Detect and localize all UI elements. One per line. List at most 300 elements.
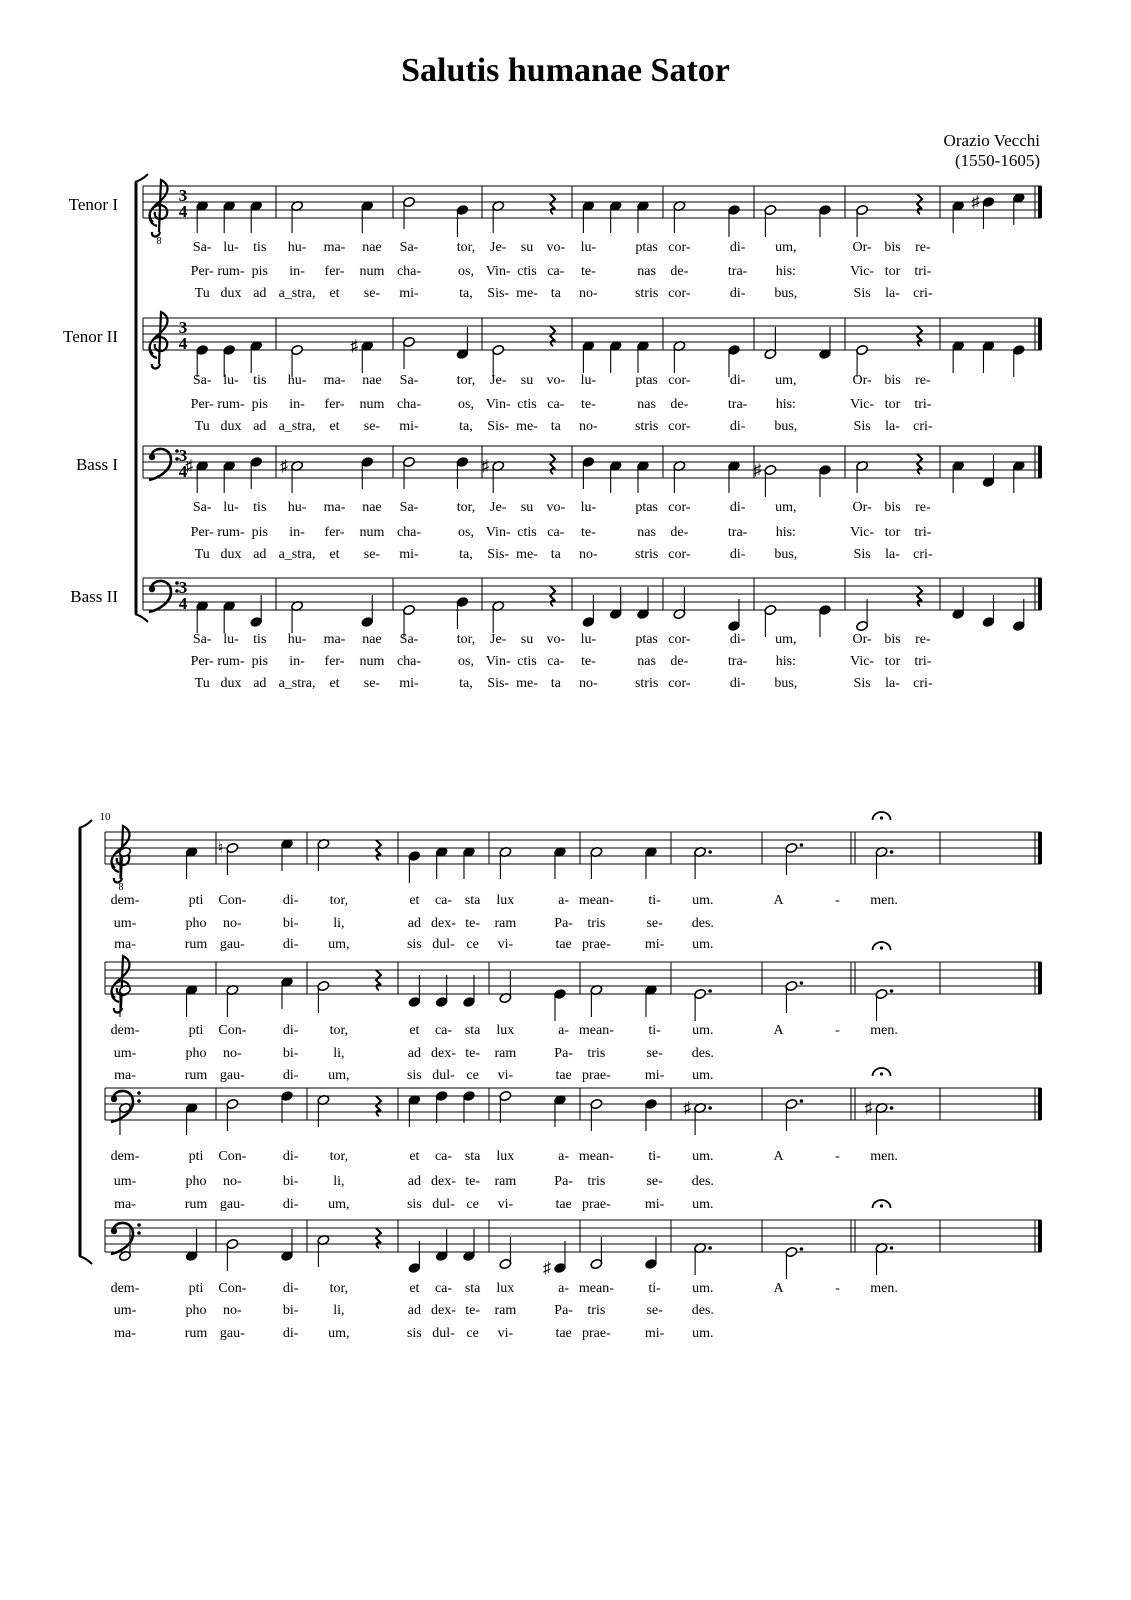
quarter-rest-icon [917, 326, 922, 346]
staff-tenor-i [69, 180, 1041, 301]
lyric-syllable: et [329, 676, 340, 691]
lyric-syllable: um. [692, 1281, 714, 1296]
lyric-syllable: rum- [217, 264, 245, 279]
note [317, 838, 330, 871]
lyric-syllable: sta [464, 1149, 481, 1164]
quarter-rest-icon [376, 1096, 381, 1116]
note [185, 984, 198, 1017]
note [637, 340, 650, 373]
lyric-syllable: Sa- [399, 632, 419, 647]
lyric-syllable: tri- [914, 264, 932, 279]
lyric-syllable: Per- [190, 264, 214, 279]
lyric-syllable: Or- [852, 373, 872, 388]
note [403, 196, 416, 229]
note [637, 200, 650, 233]
lyric-syllable: dex- [431, 916, 456, 931]
lyric-syllable: um, [328, 1068, 350, 1083]
note [456, 456, 469, 489]
lyric-syllable: vi- [497, 1326, 514, 1341]
note [582, 200, 595, 233]
lyric-syllable: Or- [852, 500, 872, 515]
lyric-syllable: Vic- [850, 654, 875, 669]
augmentation-dot [800, 1247, 804, 1251]
lyric-syllable: Vic- [850, 525, 875, 540]
lyric-syllable: ti- [648, 893, 661, 908]
lyric-syllable: num [359, 525, 385, 540]
note [673, 200, 686, 233]
lyric-syllable: tra- [727, 525, 748, 540]
lyric-syllable: rum [184, 1326, 208, 1341]
lyric-syllable: num [359, 654, 385, 669]
lyric-syllable: de- [670, 654, 689, 669]
quarter-rest-icon [376, 970, 381, 990]
lyric-syllable: nae [362, 240, 382, 255]
lyric-syllable: et [409, 1281, 420, 1296]
lyric-syllable: cri- [913, 676, 933, 691]
note [250, 595, 263, 628]
lyric-syllable: di- [282, 893, 299, 908]
lyric-syllable: Sis [853, 286, 871, 301]
lyric-syllable: Sa- [192, 500, 212, 515]
note [582, 595, 595, 628]
lyric-syllable: tris [587, 916, 606, 931]
lyric-syllable: vi- [497, 937, 514, 952]
note [637, 587, 650, 620]
lyric-syllable: ta [550, 547, 561, 562]
lyric-syllable: vi- [497, 1068, 514, 1083]
lyric-syllable: a_stra, [278, 676, 316, 691]
lyric-syllable: dem- [110, 1281, 140, 1296]
lyric-syllable: bus, [774, 286, 798, 301]
note [819, 464, 832, 497]
lyric-syllable: no- [223, 1046, 242, 1061]
lyric-syllable: in- [289, 397, 305, 412]
lyric-syllable: cor- [668, 547, 691, 562]
note [185, 1102, 198, 1135]
lyric-syllable: stris [634, 676, 659, 691]
lyric-syllable: cha- [396, 525, 422, 540]
lyric-syllable: ptas [635, 500, 658, 515]
lyric-syllable: tor, [329, 1023, 349, 1038]
lyric-syllable: Sa- [399, 240, 419, 255]
note [694, 846, 712, 879]
lyric-syllable: Or- [852, 632, 872, 647]
lyric-syllable: mean- [578, 1023, 614, 1038]
note [865, 1068, 894, 1135]
lyric-syllable: pho [185, 1046, 207, 1061]
lyric-syllable: des. [691, 1303, 714, 1318]
lyric-syllable: ce [466, 1068, 479, 1083]
lyric-syllable: di- [729, 240, 746, 255]
lyric-syllable: tra- [727, 397, 748, 412]
note [952, 587, 965, 620]
lyric-syllable: di- [282, 1326, 299, 1341]
note [226, 1098, 239, 1131]
voice-name-label: Tenor I [68, 195, 118, 214]
lyric-syllable: hu- [287, 240, 307, 255]
lyric-syllable: ti- [648, 1281, 661, 1296]
lyric-syllable: re- [915, 373, 931, 388]
fermata-dot [880, 946, 883, 949]
lyric-syllable: men. [870, 1023, 898, 1038]
note [819, 327, 832, 360]
lyric-syllable: tor [884, 397, 901, 412]
lyric-syllable: ma- [323, 632, 346, 647]
note [543, 1241, 566, 1277]
lyric-syllable: ca- [434, 1149, 453, 1164]
lyric-syllable: mi- [644, 1197, 665, 1212]
lyric-syllable: ram [494, 916, 517, 931]
lyric-syllable: rum [184, 1068, 208, 1083]
lyric-syllable: des. [691, 1174, 714, 1189]
lyric-syllable: lux [496, 1281, 515, 1296]
lyric-syllable: bus, [774, 676, 798, 691]
lyric-syllable: sis [406, 1197, 422, 1212]
staff-bass-i [76, 446, 1041, 562]
treble-clef-icon [150, 312, 168, 369]
note [728, 460, 741, 493]
lyric-syllable: bis [884, 632, 901, 647]
augmentation-dot [708, 850, 712, 854]
lyric-syllable: tor [884, 264, 901, 279]
lyric-syllable: bis [884, 500, 901, 515]
lyric-syllable: di- [729, 286, 746, 301]
lyric-syllable: - [835, 1281, 840, 1296]
lyric-syllable: hu- [287, 500, 307, 515]
lyric-syllable: tris [587, 1046, 606, 1061]
sharp-icon: ♯ [864, 1100, 873, 1117]
note [554, 988, 567, 1021]
lyric-syllable: ta, [459, 547, 473, 562]
lyric-syllable: cri- [913, 547, 933, 562]
lyric-syllable: la- [885, 419, 900, 434]
lyric-syllable: cri- [913, 419, 933, 434]
bass-clef-dot [111, 1228, 117, 1234]
lyric-syllable: tor [884, 654, 901, 669]
voice-name-label: Tenor II [63, 327, 118, 346]
bass-clef-dot [149, 454, 155, 460]
lyric-syllable: ctis [517, 264, 537, 279]
lyric-syllable: fer- [324, 525, 345, 540]
bracket-bottom [135, 614, 148, 622]
quarter-rest-icon [917, 586, 922, 606]
lyric-syllable: in- [289, 264, 305, 279]
lyric-syllable: lu- [223, 500, 239, 515]
lyric-syllable: tor, [329, 1149, 349, 1164]
lyric-syllable: lux [496, 893, 515, 908]
note [456, 596, 469, 629]
lyric-syllable: re- [915, 240, 931, 255]
note [408, 1094, 421, 1127]
lyric-syllable: ad [407, 1303, 421, 1318]
lyric-syllable: Tu [194, 676, 210, 691]
note [785, 1098, 803, 1131]
note [196, 200, 209, 233]
lyric-syllable: rum [184, 1197, 208, 1212]
lyric-syllable: hu- [287, 373, 307, 388]
lyric-syllable: ca- [547, 397, 565, 412]
lyric-syllable: his: [775, 654, 796, 669]
lyric-syllable: rum- [217, 525, 245, 540]
lyric-syllable: no- [579, 676, 598, 691]
note [456, 327, 469, 360]
lyric-syllable: tae [555, 937, 572, 952]
lyric-syllable: me- [516, 547, 538, 562]
note [819, 604, 832, 637]
fermata-dot [880, 1204, 883, 1207]
lyric-syllable: Je- [490, 373, 507, 388]
note [856, 460, 869, 493]
augmentation-dot [890, 1246, 894, 1250]
lyric-syllable: ma- [114, 1197, 136, 1212]
lyric-syllable: bi- [282, 916, 299, 931]
lyric-syllable: pti [188, 1149, 204, 1164]
lyric-syllable: men. [870, 893, 898, 908]
note [873, 1200, 894, 1275]
lyric-syllable: mi- [399, 419, 419, 434]
bracket-top [79, 820, 92, 828]
quarter-rest-icon [917, 194, 922, 214]
note [119, 1102, 132, 1135]
lyric-syllable: gau- [219, 1326, 245, 1341]
lyric-syllable: Tu [194, 547, 210, 562]
lyric-syllable: os, [458, 654, 474, 669]
lyric-syllable: ad [407, 1174, 421, 1189]
note [408, 850, 421, 883]
note [435, 846, 448, 879]
lyric-syllable: um. [692, 1068, 714, 1083]
staff-bass-ii [70, 578, 1041, 691]
lyric-syllable: no- [223, 1303, 242, 1318]
note [1012, 460, 1025, 493]
note [317, 980, 330, 1013]
note [856, 204, 869, 237]
lyric-syllable: di- [282, 1023, 299, 1038]
note [645, 984, 658, 1017]
lyric-syllable: Pa- [554, 1303, 573, 1318]
augmentation-dot [800, 1099, 804, 1103]
note [590, 984, 603, 1017]
lyric-syllable: lu- [223, 632, 239, 647]
note [119, 846, 132, 879]
lyric-syllable: num [359, 264, 385, 279]
lyric-syllable: pis [251, 654, 268, 669]
time-signature [179, 578, 188, 613]
sharp-icon: ♯ [542, 1260, 551, 1277]
lyric-syllable: dux [220, 419, 242, 434]
lyric-syllable: gau- [219, 1197, 245, 1212]
lyric-syllable: his: [775, 397, 796, 412]
note [673, 587, 686, 620]
lyric-syllable: a- [558, 1281, 570, 1296]
lyric-syllable: um, [328, 1197, 350, 1212]
clef-octave-label: 8 [156, 236, 162, 247]
augmentation-dot [800, 981, 804, 985]
lyric-syllable: A [773, 1149, 784, 1164]
note [281, 976, 294, 1009]
lyric-syllable: re- [915, 632, 931, 647]
lyric-syllable: his: [775, 264, 796, 279]
lyric-syllable: bis [884, 240, 901, 255]
lyric-syllable: no- [223, 1174, 242, 1189]
lyric-syllable: ad [253, 419, 267, 434]
lyric-syllable: nae [362, 373, 382, 388]
note [952, 460, 965, 493]
lyric-syllable: dux [220, 547, 242, 562]
lyric-syllable: um, [775, 373, 797, 388]
note [185, 458, 208, 493]
lyric-syllable: ca- [547, 264, 565, 279]
lyric-syllable: lu- [223, 373, 239, 388]
lyric-syllable: ma- [114, 1068, 136, 1083]
piece-title: Salutis humanae Sator [401, 52, 730, 89]
note [403, 336, 416, 369]
lyric-syllable: Tu [194, 286, 210, 301]
system-1 [63, 174, 1041, 691]
lyric-syllable: Sa- [192, 240, 212, 255]
system-2 [79, 811, 1041, 1341]
lyric-syllable: re- [915, 500, 931, 515]
note [554, 846, 567, 879]
lyric-syllable: prae- [581, 1068, 611, 1083]
lyric-syllable: lu- [223, 240, 239, 255]
lyric-syllable: stris [634, 286, 659, 301]
lyric-syllable: A [773, 1281, 784, 1296]
lyric-syllable: et [409, 1023, 420, 1038]
lyric-syllable: nas [637, 264, 656, 279]
lyric-syllable: pti [188, 893, 204, 908]
lyric-syllable: et [329, 547, 340, 562]
note [645, 846, 658, 879]
lyric-syllable: ca- [434, 1023, 453, 1038]
lyric-syllable: vo- [546, 373, 566, 388]
lyric-syllable: Tu [194, 419, 210, 434]
lyric-syllable: tris [587, 1174, 606, 1189]
sharp-icon: ♯ [683, 1100, 692, 1117]
sharp-icon: ♯ [971, 194, 980, 211]
note [226, 984, 239, 1017]
lyric-syllable: Vin- [485, 525, 511, 540]
lyric-syllable: os, [458, 264, 474, 279]
lyric-syllable: di- [282, 1281, 299, 1296]
note [492, 200, 505, 233]
lyric-syllable: Vin- [485, 397, 511, 412]
lyric-syllable: rum [184, 937, 208, 952]
lyric-syllable: ta [550, 286, 561, 301]
lyric-syllable: ce [466, 1326, 479, 1341]
lyric-syllable: stris [634, 419, 659, 434]
lyric-syllable: vo- [546, 500, 566, 515]
lyric-syllable: te- [580, 654, 596, 669]
voice-name-label: Bass I [75, 455, 118, 474]
lyric-syllable: di- [282, 1149, 299, 1164]
lyric-syllable: dul- [432, 1197, 455, 1212]
lyric-syllable: me- [516, 676, 538, 691]
lyric-syllable: cor- [668, 632, 691, 647]
lyric-syllable: su [520, 632, 534, 647]
lyric-syllable: Pa- [554, 1046, 573, 1061]
lyric-syllable: num [359, 397, 385, 412]
lyric-syllable: um- [113, 1303, 137, 1318]
note [317, 1094, 330, 1127]
note [728, 204, 741, 237]
lyric-syllable: se- [646, 1046, 663, 1061]
note [873, 812, 894, 879]
lyric-syllable: Or- [852, 240, 872, 255]
lyric-syllable: dem- [110, 1149, 140, 1164]
lyric-syllable: ca- [547, 654, 565, 669]
lyric-syllable: lux [496, 1023, 515, 1038]
note [609, 340, 622, 373]
lyric-syllable: bis [884, 373, 901, 388]
time-sig-numerator: 3 [178, 446, 188, 465]
note [673, 340, 686, 373]
lyric-syllable: ad [407, 1046, 421, 1061]
lyric-syllable: um, [328, 1326, 350, 1341]
lyric-syllable: dux [220, 286, 242, 301]
lyric-syllable: pis [251, 525, 268, 540]
staff-tenor-ii [63, 312, 1041, 434]
note [492, 600, 505, 633]
lyric-syllable: di- [282, 937, 299, 952]
lyric-syllable: in- [289, 525, 305, 540]
lyric-syllable: mi- [644, 1068, 665, 1083]
lyric-syllable: et [329, 419, 340, 434]
fermata-dot [880, 816, 883, 819]
lyric-syllable: bi- [282, 1046, 299, 1061]
note [645, 1098, 658, 1131]
note [694, 988, 712, 1021]
staff-bass-i [105, 1068, 1041, 1212]
lyric-syllable: ca- [434, 1281, 453, 1296]
lyric-syllable: a_stra, [278, 547, 316, 562]
note [554, 1094, 567, 1127]
lyric-syllable: ta [550, 419, 561, 434]
sharp-icon: ♯ [185, 458, 194, 475]
lyric-syllable: tae [555, 1197, 572, 1212]
note [645, 1237, 658, 1270]
lyric-syllable: mean- [578, 1281, 614, 1296]
lyric-syllable: vo- [546, 240, 566, 255]
lyric-syllable: Pa- [554, 1174, 573, 1189]
note [226, 1238, 239, 1271]
note [361, 595, 374, 628]
time-sig-denominator: 4 [178, 334, 188, 353]
note [609, 460, 622, 493]
lyric-syllable: cha- [396, 264, 422, 279]
note [609, 587, 622, 620]
note [460, 1090, 478, 1123]
lyric-syllable: ta, [459, 286, 473, 301]
natural-icon: ♮ [217, 840, 224, 857]
lyric-syllable: ti- [648, 1149, 661, 1164]
lyric-syllable: mi- [399, 676, 419, 691]
lyric-syllable: tae [555, 1326, 572, 1341]
quarter-rest-icon [550, 454, 555, 474]
lyric-syllable: pho [185, 1303, 207, 1318]
note [499, 846, 512, 879]
lyric-syllable: dex- [431, 1174, 456, 1189]
lyric-syllable: ad [253, 676, 267, 691]
lyric-syllable: cha- [396, 654, 422, 669]
lyric-syllable: mi- [644, 1326, 665, 1341]
lyric-syllable: me- [516, 286, 538, 301]
note [280, 458, 303, 493]
lyric-syllable: Sis- [487, 676, 510, 691]
quarter-rest-icon [917, 454, 922, 474]
lyric-syllable: dul- [432, 1068, 455, 1083]
lyric-syllable: no- [223, 916, 242, 931]
